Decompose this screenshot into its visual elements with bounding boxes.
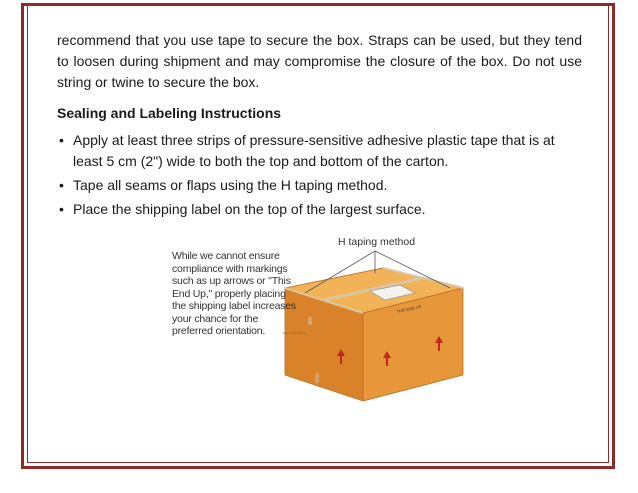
instruction-list [57, 130, 582, 220]
list-item [57, 130, 582, 172]
list-item-text: Tape all seams or flaps using the H taping method. [73, 177, 388, 193]
list-item-text: Place the shipping label on the top of the largest surface. [73, 201, 426, 217]
bullet-icon: • [59, 201, 64, 217]
document-body [57, 30, 582, 223]
intro-paragraph: recommend that you use tape to secure the box. Straps can be used, but they tend to loosen during shipment and may compromise the closure of the box. Do not use string or twine to secure the box. [57, 32, 582, 90]
h-taping-label: H taping method [338, 236, 416, 248]
list-item [57, 175, 582, 196]
list-item [57, 199, 582, 220]
list-item-text: Apply at least three strips of pressure-sensitive adhesive plastic tape that is at least 5 cm (2") wide to both the top and bottom of the carton. [73, 132, 555, 169]
this-end-up-text: THIS END UP [396, 303, 422, 314]
bullet-icon: • [59, 177, 64, 193]
figure-caption: While we cannot ensure compliance with markings such as up arrows or "This End Up," properly placing the shipping label increases your chance for the preferred orientation. [172, 250, 296, 337]
section-heading: Sealing and Labeling Instructions [57, 105, 282, 121]
bullet-icon: • [59, 132, 64, 148]
